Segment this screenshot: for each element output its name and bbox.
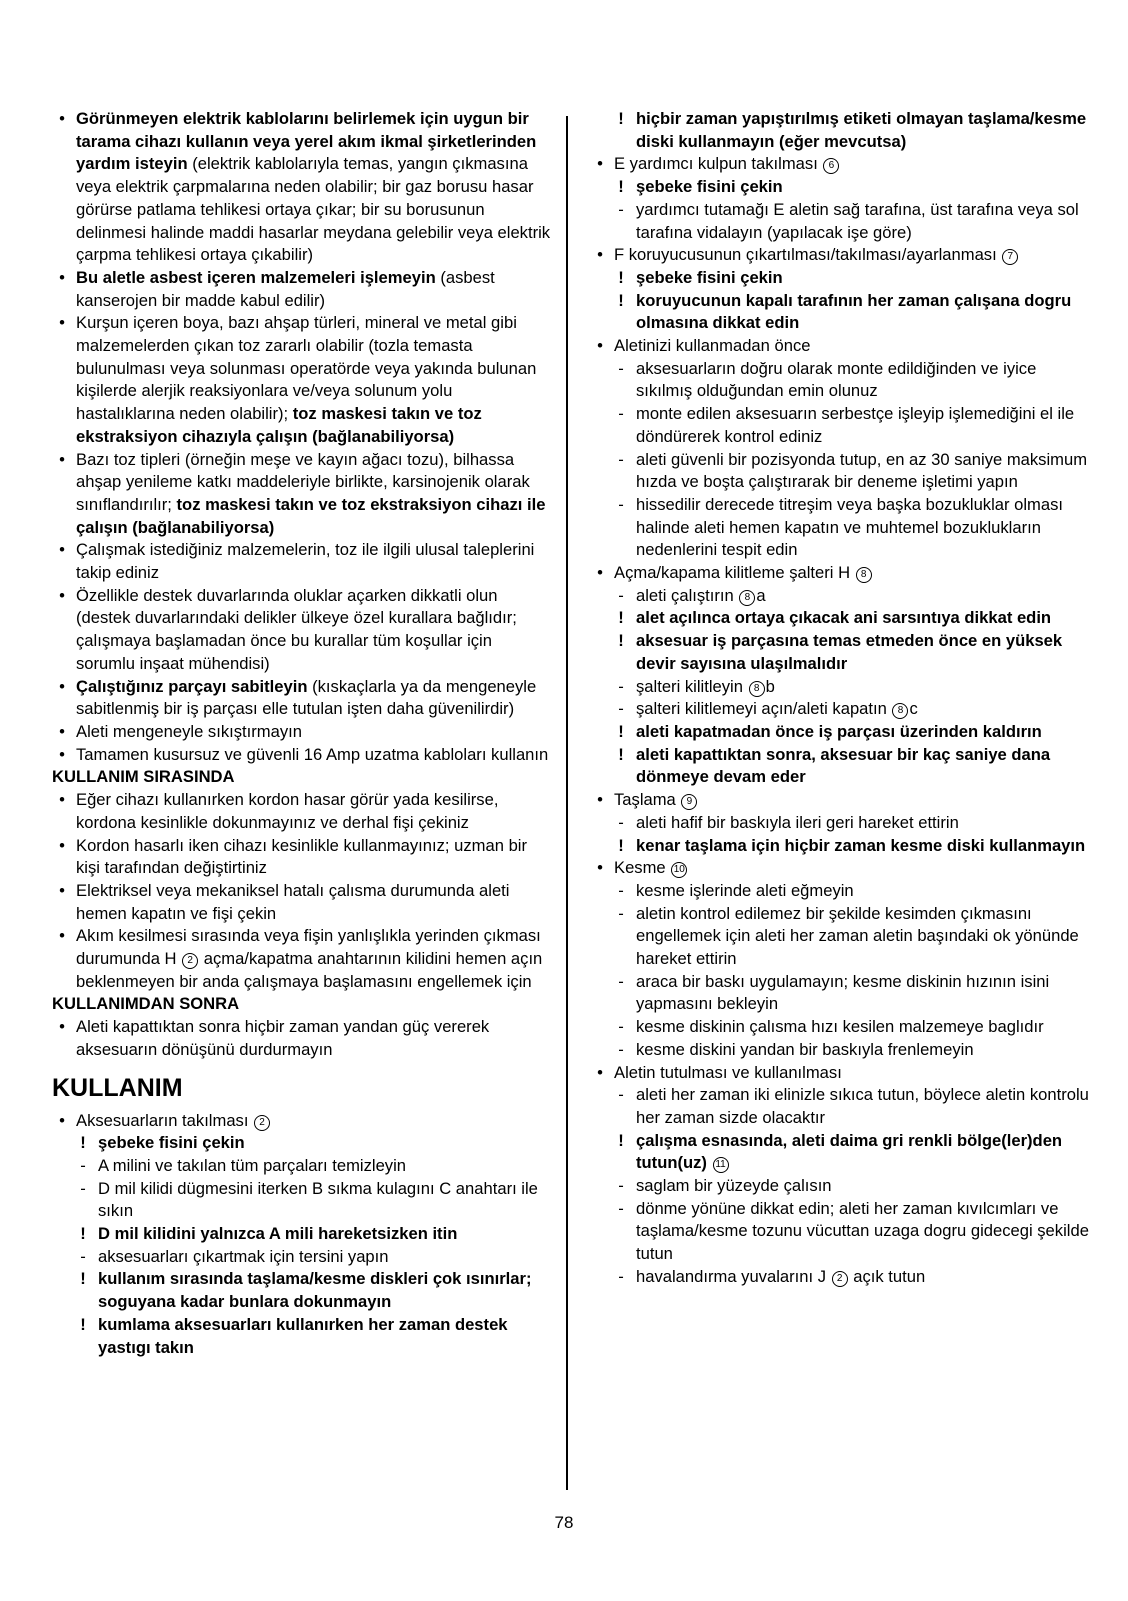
dash-marker: - [618, 199, 624, 219]
bullet-marker: • [59, 1110, 65, 1130]
text-segment: Kesme [614, 858, 671, 878]
bullet-marker: • [59, 449, 65, 469]
text-segment: Özellikle destek duvarlarında oluklar açarken dikkatli olun (destek duvarlarındaki delikler ülkeye özel kurallara bağlıdır; çalışmaya başlamadan önce bu kurallar tüm koşullar için sorumlu inşaat mühendisi) [76, 585, 517, 673]
warn-marker: ! [618, 608, 624, 628]
page-number: 78 [554, 1513, 574, 1532]
text-segment: Eğer cihazı kullanırken kordon hasar görür yada kesilirse, kordona kesinlikle dokunmayınız ve derhal fişi çekiniz [76, 790, 499, 832]
dash-item [614, 1016, 1090, 1039]
dash-marker: - [618, 1039, 624, 1059]
left-column [52, 108, 552, 1359]
dash-item [614, 1039, 1090, 1062]
dash-marker: - [618, 1266, 624, 1286]
bullet-marker: • [59, 540, 65, 560]
text-segment: aksesuar iş parçasına temas etmeden önce en yüksek devir sayısına ulaşılmalıdır [636, 631, 1063, 673]
bullet-marker: • [59, 721, 65, 741]
dash-item [614, 698, 1090, 721]
column-divider [566, 116, 568, 1490]
text-segment: saglam bir yüzeyde çalısın [636, 1176, 832, 1196]
text-segment: F koruyucusunun çıkartılması/takılması/ayarlanması [614, 245, 1002, 265]
warning-item [614, 290, 1090, 335]
bullet-marker: • [597, 1062, 603, 1082]
bullet-marker: • [59, 744, 65, 764]
bullet-marker: • [597, 563, 603, 583]
warn-marker: ! [618, 267, 624, 287]
figure-ref-circle: 2 [254, 1115, 270, 1131]
bullet-item [590, 1062, 1090, 1085]
figure-ref-circle: 8 [856, 567, 872, 583]
text-segment: D mil kilidi dügmesini iterken B sıkma kulagını C anahtarı ile sıkın [98, 1178, 538, 1221]
dash-item [614, 1266, 1090, 1289]
text-segment: aleti kapattıktan sonra, aksesuar bir kaç saniye dana dönmeye devam eder [636, 744, 1051, 787]
warning-item [614, 835, 1090, 858]
dash-marker: - [618, 494, 624, 514]
dash-item [614, 676, 1090, 699]
figure-ref-circle: 2 [832, 1271, 848, 1287]
text-segment: Aksesuarların takılması [76, 1110, 254, 1130]
warning-item [76, 1314, 552, 1359]
bullet-item [52, 880, 552, 925]
bullet-item [52, 539, 552, 584]
text-segment: Taşlama [614, 790, 681, 810]
dash-marker: - [618, 903, 624, 923]
warning-item [614, 176, 1090, 199]
bullet-marker: • [597, 336, 603, 356]
dash-marker: - [618, 676, 624, 696]
warning-item [614, 721, 1090, 744]
text-segment: kullanım sırasında taşlama/kesme diskleri çok ısınırlar; soguyana kadar bunlara dokunmayın [98, 1269, 532, 1312]
text-segment: aleti güvenli bir pozisyonda tutup, en az 30 saniye maksimum hızda ve boşta çalıştırarak bir deneme işletimi yapın [636, 449, 1088, 492]
text-segment: Çalıştığınız parçayı sabitleyin [76, 676, 308, 696]
text-segment: Akım kesilmesi sırasında veya fişin yanlışlıkla yerinden çıkması durumunda H [76, 926, 541, 969]
text-segment: Aletin tutulması ve kullanılması [614, 1062, 842, 1082]
warning-item [76, 1268, 552, 1313]
text-segment: kesme işlerinde aleti eğmeyin [636, 880, 854, 900]
text-segment: şalteri kilitleyin [636, 676, 748, 696]
dash-item [614, 1198, 1090, 1266]
bullet-item [590, 335, 1090, 358]
dash-marker: - [618, 1176, 624, 1196]
warn-marker: ! [80, 1133, 86, 1153]
text-segment: şebeke fisini çekin [98, 1133, 245, 1153]
text-segment: aksesuarların doğru olarak monte edildiğinden ve iyice sıkılmış olduğundan emin olunuz [636, 358, 1037, 401]
dash-marker: - [618, 449, 624, 469]
dash-item [614, 199, 1090, 244]
bullet-marker: • [59, 676, 65, 696]
figure-ref-circle: 9 [681, 794, 697, 810]
text-segment: Açma/kapama kilitleme şalteri H [614, 563, 855, 583]
warn-marker: ! [618, 835, 624, 855]
warning-item [614, 1130, 1090, 1175]
text-segment: A milini ve takılan tüm parçaları temizleyin [98, 1155, 407, 1175]
text-segment: Bazı toz tipleri (örneğin meşe ve kayın ağacı tozu), bilhassa ahşap yenileme katkı maddeleriyle birlikte, karsinojenik olarak sınıflandırılır; [76, 449, 530, 514]
figure-ref-circle: 10 [671, 862, 687, 878]
bullet-item [52, 312, 552, 448]
text-segment: (kıskaçlarla ya da mengeneyle sabitlenmiş bir iş parçası elle tutulan işten daha güvenilirdir) [76, 676, 537, 719]
figure-ref-circle: 2 [182, 953, 198, 969]
dash-marker: - [80, 1178, 86, 1198]
figure-ref-circle: 7 [1002, 249, 1018, 265]
warning-item [614, 607, 1090, 630]
bullet-marker: • [59, 880, 65, 900]
dash-item [614, 449, 1090, 494]
text-segment: Aletinizi kullanmadan önce [614, 336, 811, 356]
bullet-marker: • [59, 790, 65, 810]
bullet-marker: • [597, 154, 603, 174]
text-segment: KULLANIM [52, 1073, 183, 1102]
text-segment: a [756, 585, 766, 605]
dash-item [614, 903, 1090, 971]
bullet-marker: • [59, 109, 65, 128]
text-segment: havalandırma yuvalarını J [636, 1266, 831, 1286]
dash-item [614, 971, 1090, 1016]
dash-marker: - [618, 404, 624, 424]
bullet-marker: • [59, 313, 65, 333]
text-segment: yardımcı tutamağı E aletin sağ tarafına, üst tarafına veya sol tarafına vidalayın (yapılacak işe göre) [636, 199, 1079, 242]
text-segment: hissedilir derecede titreşim veya başka bozukluklar olması halinde aleti hemen kapatın ve muhtemel bozuklukların nedenlerini tespit edin [636, 494, 1064, 560]
text-segment: Kordon hasarlı iken cihazı kesinlikle kullanmayınız; uzman bir kişi tarafından değiştirtiniz [76, 835, 528, 878]
dash-marker: - [618, 812, 624, 832]
bullet-marker: • [59, 926, 65, 946]
text-segment: Tamamen kusursuz ve güvenli 16 Amp uzatma kabloları kullanın [76, 744, 549, 764]
bullet-item [52, 835, 552, 880]
text-segment: Bu aletle asbest içeren malzemeleri işlemeyin [76, 267, 436, 287]
text-segment: E yardımcı kulpun takılması [614, 154, 823, 174]
text-segment: dönme yönüne dikkat edin; aleti her zaman kıvılcımları ve taşlama/kesme tozunu vücuttan uzaga dogru gidecegi şekilde tutun [636, 1198, 1089, 1264]
text-segment: Kurşun içeren boya, bazı ahşap türleri, mineral ve metal gibi malzemelerden çıkan toz zararlı olabilir (tozla temasta bulunulması veya solunması operatörde veya yakında bulunan kişilerde alerjik reaksiyonlara ve/veya solunum yolu hastalıklarına neden olabilir); [76, 313, 537, 424]
dash-item [76, 1246, 552, 1269]
warn-marker: ! [618, 290, 624, 310]
bullet-item [52, 1110, 552, 1133]
bullet-item [590, 789, 1090, 812]
dash-item [614, 358, 1090, 403]
bullet-marker: • [59, 1017, 65, 1037]
warning-item [614, 744, 1090, 789]
text-segment: açma/kapatma anahtarının kilidini hemen açın beklenmeyen bir anda çalışmaya başlamasını engellemek için [76, 949, 543, 991]
text-segment: Elektriksel veya mekaniksel hatalı çalısma durumunda aleti hemen kapatın ve fişi çekin [76, 880, 510, 923]
section-heading [52, 993, 552, 1016]
dash-item [614, 1175, 1090, 1198]
text-segment: Görünmeyen elektrik kablolarını belirlemek için uygun bir tarama cihazı kullanın veya yerel akım ikmal şirketlerinden yardım isteyin [76, 109, 537, 174]
text-segment: monte edilen aksesuarın serbestçe işleyip işlemediğini el ile döndürerek kontrol ediniz [636, 404, 1075, 446]
text-segment: aksesuarları çıkartmak için tersini yapın [98, 1246, 389, 1266]
bullet-item [52, 108, 552, 267]
bullet-item [52, 449, 552, 540]
text-segment: kenar taşlama için hiçbir zaman kesme diski kullanmayın [636, 835, 1086, 855]
warn-marker: ! [80, 1314, 86, 1334]
dash-item [76, 1155, 552, 1178]
text-segment: aletin kontrol edilemez bir şekilde kesimden çıkmasını engellemek için aleti her zaman aletin başındaki ok yönünde hareket ettirin [636, 903, 1079, 969]
dash-marker: - [618, 1198, 624, 1218]
text-segment: şebeke fisini çekin [636, 267, 783, 287]
bullet-item [52, 721, 552, 744]
text-segment: Çalışmak istediğiniz malzemelerin, toz ile ilgili ulusal taleplerini takip ediniz [76, 540, 535, 583]
warning-item [76, 1132, 552, 1155]
dash-marker: - [618, 1017, 624, 1037]
dash-marker: - [618, 1085, 624, 1105]
bullet-marker: • [59, 267, 65, 287]
text-segment: KULLANIMDAN SONRA [52, 994, 240, 1014]
bullet-item [52, 676, 552, 721]
text-segment: kesme diskinin çalısma hızı kesilen malzemeye baglıdır [636, 1017, 1044, 1037]
text-segment: (elektrik kablolarıyla temas, yangın çıkmasına veya elektrik çarpmalarına neden olabilir; bir gaz borusu hasar görürse patlama tehlikesi ortaya çıkar; bir su borusunun delinmesi halinde maddi hasarlar meydana gelebilir veya elektrik çarpma tehlikesi ortaya çıkabilir) [76, 154, 551, 265]
bullet-item [590, 857, 1090, 880]
text-segment: Aleti mengeneyle sıkıştırmayın [76, 721, 302, 741]
text-segment: araca bir baskı uygulamayın; kesme diskinin hızının isini yapmasını bekleyin [636, 971, 1050, 1014]
text-segment: kesme diskini yandan bir baskıyla frenlemeyin [636, 1039, 974, 1059]
bullet-item [590, 244, 1090, 267]
warn-marker: ! [618, 1130, 624, 1150]
dash-item [614, 403, 1090, 448]
text-segment: kumlama aksesuarları kullanırken her zaman destek yastıgı takın [98, 1314, 508, 1357]
figure-ref-circle: 8 [739, 590, 755, 606]
right-column [590, 108, 1090, 1289]
text-segment: Aleti kapattıktan sonra hiçbir zaman yandan güç vererek aksesuarın dönüşünü durdurmayın [76, 1017, 490, 1059]
dash-item [614, 880, 1090, 903]
warn-marker: ! [618, 631, 624, 651]
figure-ref-circle: 6 [823, 158, 839, 174]
figure-ref-circle: 8 [892, 703, 908, 719]
dash-item [76, 1178, 552, 1223]
text-segment: b [765, 676, 775, 696]
text-segment: toz maskesi takın ve toz ekstraksiyon cihazıyla çalışın (bağlanabiliyorsa) [76, 404, 482, 446]
text-segment: (asbest kanserojen bir madde kabul edilir) [76, 267, 495, 310]
dash-marker: - [618, 971, 624, 991]
text-segment: D mil kilidini yalnızca A mili hareketsizken itin [98, 1224, 458, 1244]
chapter-title [52, 1072, 552, 1104]
warning-item [76, 1223, 552, 1246]
dash-marker: - [80, 1155, 86, 1175]
dash-marker: - [618, 358, 624, 378]
warn-marker: ! [618, 177, 624, 197]
text-segment: koruyucunun kapalı tarafının her zaman çalışana dogru olmasına dikkat edin [636, 290, 1072, 333]
figure-ref-circle: 8 [749, 681, 765, 697]
text-segment: çalışma esnasında, aleti daima gri renkli bölge(ler)den tutun(uz) [636, 1130, 1063, 1173]
bullet-marker: • [597, 245, 603, 265]
warn-marker: ! [618, 721, 624, 741]
warn-marker: ! [80, 1269, 86, 1289]
text-segment: aleti hafif bir baskıyla ileri geri hareket ettirin [636, 812, 959, 832]
text-segment: aleti her zaman iki elinizle sıkıca tutun, böylece aletin kontrolu her zaman sizde olacaktır [636, 1085, 1089, 1127]
warning-item [614, 108, 1090, 153]
text-segment: c [909, 699, 918, 719]
text-segment: hiçbir zaman yapıştırılmış etiketi olmayan taşlama/kesme diski kullanmayın (eğer mevcutsa) [636, 109, 1087, 151]
dash-marker: - [618, 880, 624, 900]
bullet-item [590, 153, 1090, 176]
text-segment: alet açılınca ortaya çıkacak ani sarsıntıya dikkat edin [636, 608, 1052, 628]
text-segment: KULLANIM SIRASINDA [52, 767, 235, 787]
text-segment: aleti kapatmadan önce iş parçası üzerinden kaldırın [636, 721, 1042, 741]
bullet-item [52, 744, 552, 767]
text-segment: şalteri kilitlemeyi açın/aleti kapatın [636, 699, 892, 719]
dash-item [614, 1084, 1090, 1129]
bullet-marker: • [597, 790, 603, 810]
warning-item [614, 630, 1090, 675]
dash-item [614, 812, 1090, 835]
section-heading [52, 766, 552, 789]
warn-marker: ! [618, 109, 624, 128]
dash-item [614, 585, 1090, 608]
dash-marker: - [618, 585, 624, 605]
bullet-marker: • [59, 585, 65, 605]
dash-item [614, 494, 1090, 562]
bullet-marker: • [597, 858, 603, 878]
warning-item [614, 267, 1090, 290]
text-segment: toz maskesi takın ve toz ekstraksiyon cihazı ile çalışın (bağlanabiliyorsa) [76, 494, 546, 537]
dash-marker: - [618, 699, 624, 719]
bullet-item [590, 562, 1090, 585]
figure-ref-circle: 11 [713, 1157, 729, 1173]
text-segment: aleti çalıştırın [636, 585, 739, 605]
bullet-item [52, 925, 552, 993]
warn-marker: ! [80, 1224, 86, 1244]
bullet-item [52, 267, 552, 312]
warn-marker: ! [618, 744, 624, 764]
bullet-marker: • [59, 835, 65, 855]
text-segment: şebeke fisini çekin [636, 177, 783, 197]
dash-marker: - [80, 1246, 86, 1266]
bullet-item [52, 1016, 552, 1061]
bullet-item [52, 585, 552, 676]
bullet-item [52, 789, 552, 834]
text-segment: açık tutun [848, 1266, 926, 1286]
